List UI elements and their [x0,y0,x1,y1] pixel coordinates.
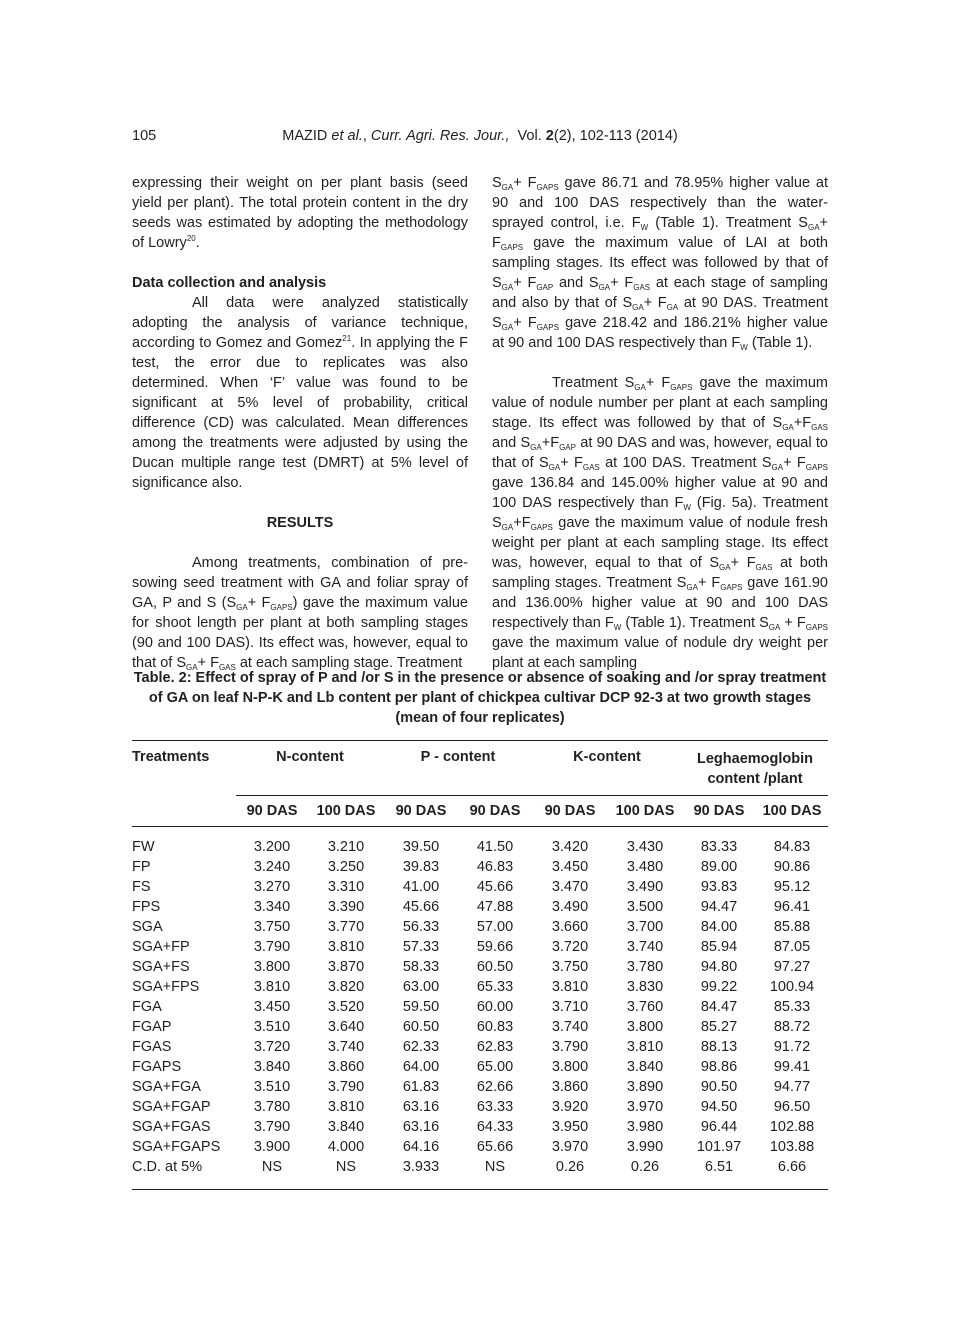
value-cell: 90.86 [773,859,811,875]
value-cell: 103.88 [769,1139,815,1155]
value-cell: 3.490 [551,899,589,915]
value-cell: 3.800 [626,1019,664,1035]
value-cell: 45.66 [476,879,514,895]
value-cell: 3.770 [327,919,365,935]
table-caption: Table. 2: Effect of spray of P and /or S in the presence or absence of soaking and /or spray treatment of GA on leaf N-P-K and Lb content per plant of chickpea cultivar DCP 92-3 at two growth stages (mean of four replicates) [133,670,827,726]
table-row [132,877,828,897]
value-cell: 3.790 [253,1119,291,1135]
table-row [132,977,828,997]
value-cell: 59.50 [402,999,440,1015]
value-cell: 60.50 [402,1019,440,1035]
value-cell: 3.760 [626,999,664,1015]
table-row [132,937,828,957]
value-cell: 3.790 [551,1039,589,1055]
table-row [132,1117,828,1137]
value-cell: 3.240 [253,859,291,875]
value-cell: 99.41 [773,1059,811,1075]
table-row [132,1077,828,1097]
treatment-cell: FGAPS [132,1059,182,1075]
value-cell: 3.890 [626,1079,664,1095]
table-row [132,1017,828,1037]
table-row [132,1057,828,1077]
value-cell: 39.83 [402,859,440,875]
table-row [132,997,828,1017]
value-cell: NS [484,1159,506,1175]
value-cell: 6.66 [777,1159,807,1175]
value-cell: 3.950 [551,1119,589,1135]
value-cell: 87.05 [773,939,811,955]
treatment-cell: SGA+FPS [132,979,200,995]
value-cell: 56.33 [402,919,440,935]
value-cell: 96.50 [773,1099,811,1115]
results-table [132,740,828,1190]
table-row [132,1037,828,1057]
value-cell: 3.870 [327,959,365,975]
value-cell: 63.00 [402,979,440,995]
table-row [132,897,828,917]
paragraph-methods-end: expressing their weight on per plant basis (seed yield per plant). The total protein content in the dry seeds was estimated by adopting the methodology of Lowry$^{20}$. [132,175,468,251]
value-cell: 45.66 [402,899,440,915]
value-cell: 64.33 [476,1119,514,1135]
value-cell: 98.86 [700,1059,738,1075]
value-cell: NS [335,1159,357,1175]
right-column [492,173,828,673]
value-cell: 3.390 [327,899,365,915]
value-cell: 60.50 [476,959,514,975]
value-cell: 3.720 [253,1039,291,1055]
value-cell: 3.830 [626,979,664,995]
value-cell: 3.800 [551,1059,589,1075]
value-cell: 91.72 [773,1039,811,1055]
value-cell: 3.740 [551,1019,589,1035]
value-cell: 101.97 [696,1139,742,1155]
table-row [132,957,828,977]
table-row [132,917,828,937]
value-cell: 3.510 [253,1079,291,1095]
treatment-cell: FPS [132,899,161,915]
group-header: P - content [384,741,532,796]
left-column [132,173,468,673]
value-cell: 57.00 [476,919,514,935]
value-cell: 58.33 [402,959,440,975]
treatment-cell: SGA+FGAPS [132,1139,221,1155]
paragraph-results: Among treatments, combination of pre-sowing seed treatment with GA and foliar spray of GA, P and S $(S_{GA}+ F_{GAPS})$ gave the maximum value for shoot length per plant at both sampling stages (90 and 100 DAS). Its effect was, however, equal to that of $S_{GA}+ F_{GAS}$ at each sampling stage. Treatment [132,555,468,672]
value-cell: 97.27 [773,959,811,975]
section-heading: Data collection and analysis [132,275,327,291]
value-cell: 3.780 [626,959,664,975]
treatment-cell: C.D. at 5% [132,1159,203,1175]
value-cell: 0.26 [630,1159,660,1175]
treatment-cell: SGA+FP [132,939,190,955]
value-cell: 94.77 [773,1079,811,1095]
running-head: MAZID et al., Curr. Agri. Res. Jour., Vol. 2(2), 102-113 (2014) [282,128,678,144]
value-cell: 63.16 [402,1119,440,1135]
subheader: 90 DAS [544,803,596,819]
treatment-cell: SGA [132,919,163,935]
treatment-cell: FP [132,859,151,875]
group-header: N-content [236,741,384,796]
value-cell: 65.66 [476,1139,514,1155]
table-row [132,1157,828,1177]
value-cell: 85.27 [700,1019,738,1035]
value-cell: 3.860 [551,1079,589,1095]
treatment-cell: FS [132,879,151,895]
value-cell: 94.50 [700,1099,738,1115]
value-cell: 3.970 [551,1139,589,1155]
value-cell: 85.94 [700,939,738,955]
subheader: 100 DAS [762,803,822,819]
value-cell: NS [261,1159,283,1175]
results-heading: RESULTS [266,515,334,531]
paragraph-nodule: Treatment $S_{GA}+ F_{GAPS}$ gave the maximum value of nodule number per plant at each sampling stage. Its effect was followed by that of $S_{GA}+F_{GAS}$ and $S_{GA}+F_{GAP}$ at 90 DAS and was, however, equal to that of $S_{GA}+ F_{GAS}$ at 100 DAS. Treatment $S_{GA}+ F_{GAPS}$ gave 136.84 and 145.00% higher value at 90 and 100 DAS respectively than $F_W$ (Fig. 5a). Treatment $S_{GA}+F_{GAPS}$ gave the maximum value of nodule fresh weight per plant at each sampling stage. Its effect was, however, equal to that of $S_{GA}+ F_{GAS}$ at both sampling stages. Treatment $S_{GA}+ F_{GAPS}$ gave 161.90 and 136.00% higher value at 90 and 100 DAS respectively than $F_W$ (Table 1). Treatment $S_{GA} + F_{GAPS}$ gave the maximum value of nodule dry weight per plant at each sampling [492,375,828,671]
value-cell: 3.900 [253,1139,291,1155]
value-cell: 60.00 [476,999,514,1015]
treatment-cell: SGA+FS [132,959,190,975]
subheader: 90 DAS [246,803,298,819]
paragraph-statistics: All data were analyzed statistically adopting the analysis of variance technique, according to Gomez and Gomez$^{21}$. In applying the F test, the error due to replicates was also determined. When ‘F’ value was found to be significant at 5% level of probability, critical difference (CD) was calculated. Mean differences among the treatments were adjusted by using the Ducan multiple range test (DMRT) at 5% level of significance also. [132,295,468,491]
value-cell: 39.50 [402,839,440,855]
value-cell: 100.94 [769,979,815,995]
value-cell: 84.00 [700,919,738,935]
value-cell: 0.26 [555,1159,585,1175]
value-cell: 88.13 [700,1039,738,1055]
treatment-cell: SGA+FGAP [132,1099,211,1115]
value-cell: 102.88 [769,1119,815,1135]
value-cell: 3.270 [253,879,291,895]
treatment-cell: FGAP [132,1019,172,1035]
value-cell: 3.810 [327,939,365,955]
value-cell: 41.50 [476,839,514,855]
value-cell: 3.750 [551,959,589,975]
value-cell: 3.450 [253,999,291,1015]
subheader: 90 DAS [395,803,447,819]
value-cell: 3.710 [551,999,589,1015]
value-cell: 3.933 [402,1159,440,1175]
subheader: 100 DAS [316,803,376,819]
value-cell: 95.12 [773,879,811,895]
value-cell: 99.22 [700,979,738,995]
value-cell: 84.83 [773,839,811,855]
value-cell: 3.640 [327,1019,365,1035]
value-cell: 93.83 [700,879,738,895]
value-cell: 3.250 [327,859,365,875]
value-cell: 3.520 [327,999,365,1015]
value-cell: 62.83 [476,1039,514,1055]
value-cell: 89.00 [700,859,738,875]
value-cell: 94.47 [700,899,738,915]
value-cell: 63.33 [476,1099,514,1115]
value-cell: 96.41 [773,899,811,915]
value-cell: 3.840 [626,1059,664,1075]
table-row [132,837,828,857]
value-cell: 64.00 [402,1059,440,1075]
value-cell: 3.470 [551,879,589,895]
treatment-cell: FGA [132,999,162,1015]
table-body [132,837,828,1177]
value-cell: 3.480 [626,859,664,875]
table-row [132,1097,828,1117]
value-cell: 3.840 [327,1119,365,1135]
value-cell: 3.720 [551,939,589,955]
value-cell: 3.740 [327,1039,365,1055]
treatment-cell: SGA+FGAS [132,1119,211,1135]
value-cell: 65.00 [476,1059,514,1075]
value-cell: 4.000 [327,1139,365,1155]
value-cell: 3.510 [253,1019,291,1035]
value-cell: 3.800 [253,959,291,975]
value-cell: 3.790 [327,1079,365,1095]
value-cell: 3.200 [253,839,291,855]
value-cell: 85.88 [773,919,811,935]
value-cell: 83.33 [700,839,738,855]
value-cell: 3.990 [626,1139,664,1155]
page-header [132,128,828,150]
subheader: 90 DAS [469,803,521,819]
value-cell: 3.660 [551,919,589,935]
value-cell: 3.980 [626,1119,664,1135]
value-cell: 3.450 [551,859,589,875]
value-cell: 3.790 [253,939,291,955]
value-cell: 3.810 [253,979,291,995]
treatments-header: Treatments [132,741,236,796]
table-row [132,1137,828,1157]
value-cell: 41.00 [402,879,440,895]
value-cell: 94.80 [700,959,738,975]
value-cell: 3.500 [626,899,664,915]
value-cell: 6.51 [704,1159,734,1175]
value-cell: 88.72 [773,1019,811,1035]
value-cell: 3.970 [626,1099,664,1115]
value-cell: 3.780 [253,1099,291,1115]
value-cell: 85.33 [773,999,811,1015]
value-cell: 3.210 [327,839,365,855]
value-cell: 84.47 [700,999,738,1015]
value-cell: 3.340 [253,899,291,915]
group-header: Leghaemoglobin content /plant [682,741,828,796]
value-cell: 3.840 [253,1059,291,1075]
value-cell: 3.310 [327,879,365,895]
subheader: 90 DAS [693,803,745,819]
paragraph-lai: $S_{GA}+ F_{GAPS}$ gave 86.71 and 78.95% higher value at 90 and 100 DAS respectively than the water-sprayed control, i.e. $F_W$ (Table 1). Treatment $S_{GA}+ F_{GAPS}$ gave the maximum value of LAI at both sampling stages. Its effect was followed by that of $S_{GA}+ F_{GAP}$ and $S_{GA}+ F_{GAS}$ at each stage of sampling and also by that of $S_{GA}+ F_{GA}$ at 90 DAS. Treatment $S_{GA}+ F_{GAPS}$ gave 218.42 and 186.21% higher value at 90 and 100 DAS respectively than $F_W$ (Table 1). [492,175,828,352]
value-cell: 3.740 [626,939,664,955]
page-number: 105 [132,128,157,144]
value-cell: 60.83 [476,1019,514,1035]
value-cell: 64.16 [402,1139,440,1155]
value-cell: 63.16 [402,1099,440,1115]
value-cell: 96.44 [700,1119,738,1135]
value-cell: 3.920 [551,1099,589,1115]
treatment-cell: SGA+FGA [132,1079,201,1095]
value-cell: 46.83 [476,859,514,875]
value-cell: 62.33 [402,1039,440,1055]
value-cell: 3.820 [327,979,365,995]
value-cell: 62.66 [476,1079,514,1095]
value-cell: 90.50 [700,1079,738,1095]
table-row [132,857,828,877]
value-cell: 3.750 [253,919,291,935]
value-cell: 3.700 [626,919,664,935]
value-cell: 3.490 [626,879,664,895]
value-cell: 61.83 [402,1079,440,1095]
treatment-cell: FGAS [132,1039,172,1055]
value-cell: 3.810 [626,1039,664,1055]
value-cell: 59.66 [476,939,514,955]
treatment-cell: FW [132,839,155,855]
value-cell: 47.88 [476,899,514,915]
subheader: 100 DAS [615,803,675,819]
value-cell: 3.810 [551,979,589,995]
value-cell: 57.33 [402,939,440,955]
value-cell: 3.430 [626,839,664,855]
value-cell: 3.860 [327,1059,365,1075]
value-cell: 65.33 [476,979,514,995]
value-cell: 3.810 [327,1099,365,1115]
value-cell: 3.420 [551,839,589,855]
group-header: K-content [532,741,682,796]
